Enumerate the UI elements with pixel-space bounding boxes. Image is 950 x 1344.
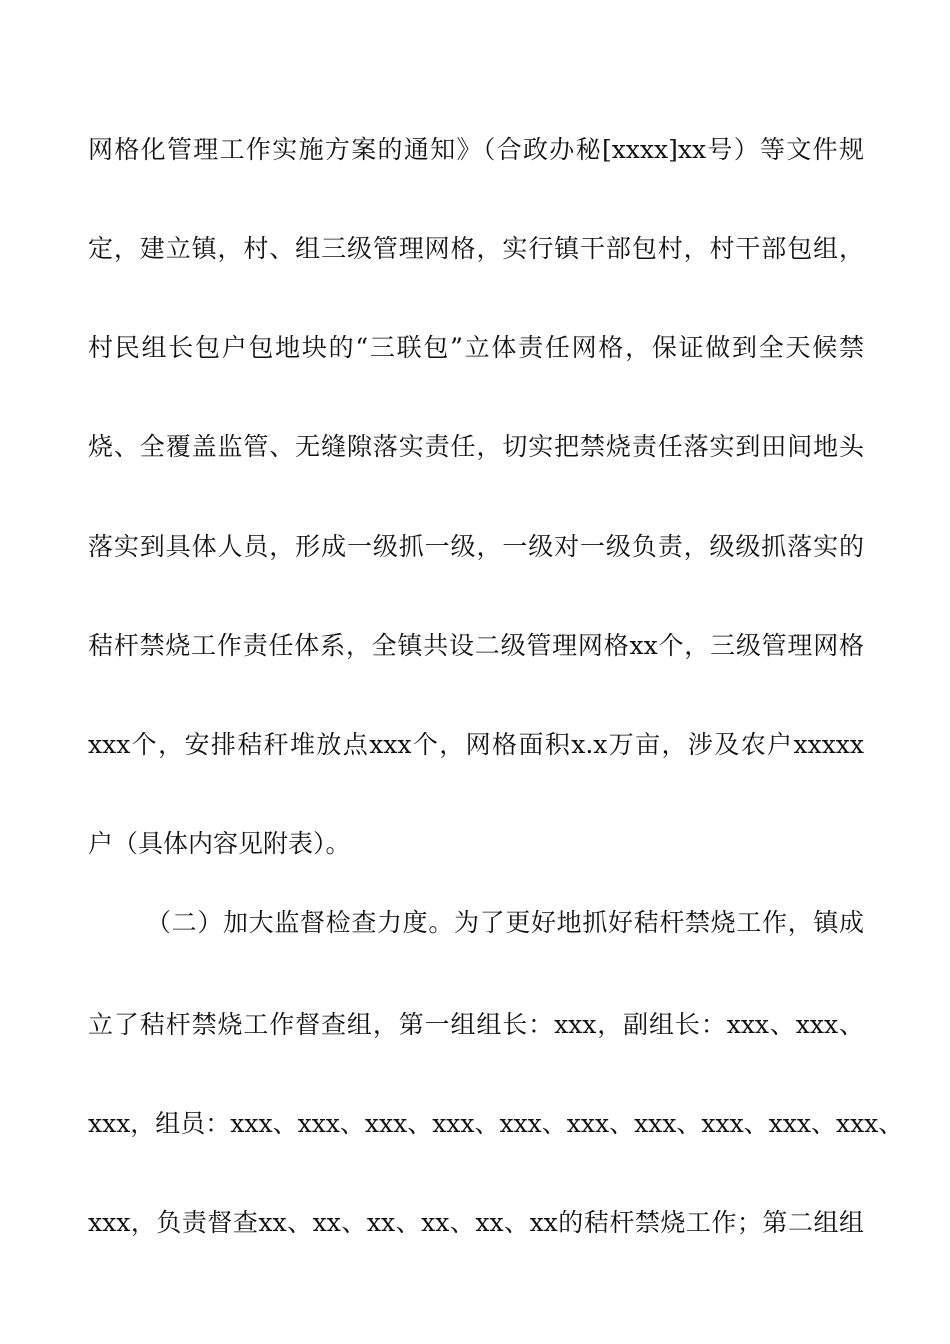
paragraph-line: 秸杆禁烧工作责任体系，全镇共设二级管理网格xx个，三级管理网格 bbox=[88, 631, 864, 660]
paragraph-line: 户（具体内容见附表）。 bbox=[88, 829, 351, 858]
paragraph-line: 村民组长包户包地块的“三联包”立体责任网格，保证做到全天候禁 bbox=[88, 333, 864, 362]
paragraph-line: 立了秸杆禁烧工作督查组，第一组组长：xxx，副组长：xxx、xxx、 bbox=[88, 1010, 864, 1039]
paragraph-line: 烧、全覆盖监管、无缝隙落实责任，切实把禁烧责任落实到田间地头 bbox=[88, 432, 864, 461]
paragraph-line: 定，建立镇，村、组三级管理网格，实行镇干部包村，村干部包组， bbox=[88, 234, 864, 263]
paragraph-line: xxx，负责督查xx、xx、xx、xx、xx、xx的秸杆禁烧工作；第二组组 bbox=[88, 1208, 864, 1237]
section-heading-line: （二）加大监督检查力度。为了更好地抓好秸杆禁烧工作，镇成 bbox=[146, 908, 864, 937]
paragraph-line: xxx，组员：xxx、xxx、xxx、xxx、xxx、xxx、xxx、xxx、xxx、xxx、 bbox=[88, 1109, 904, 1138]
paragraph-line: 网格化管理工作实施方案的通知》（合政办秘[xxxx]xx号）等文件规 bbox=[88, 135, 864, 164]
paragraph-line: xxx个，安排秸秆堆放点xxx个，网格面积x.x万亩，涉及农户xxxxx bbox=[88, 730, 864, 759]
paragraph-line: 落实到具体人员，形成一级抓一级，一级对一级负责，级级抓落实的 bbox=[88, 532, 864, 561]
